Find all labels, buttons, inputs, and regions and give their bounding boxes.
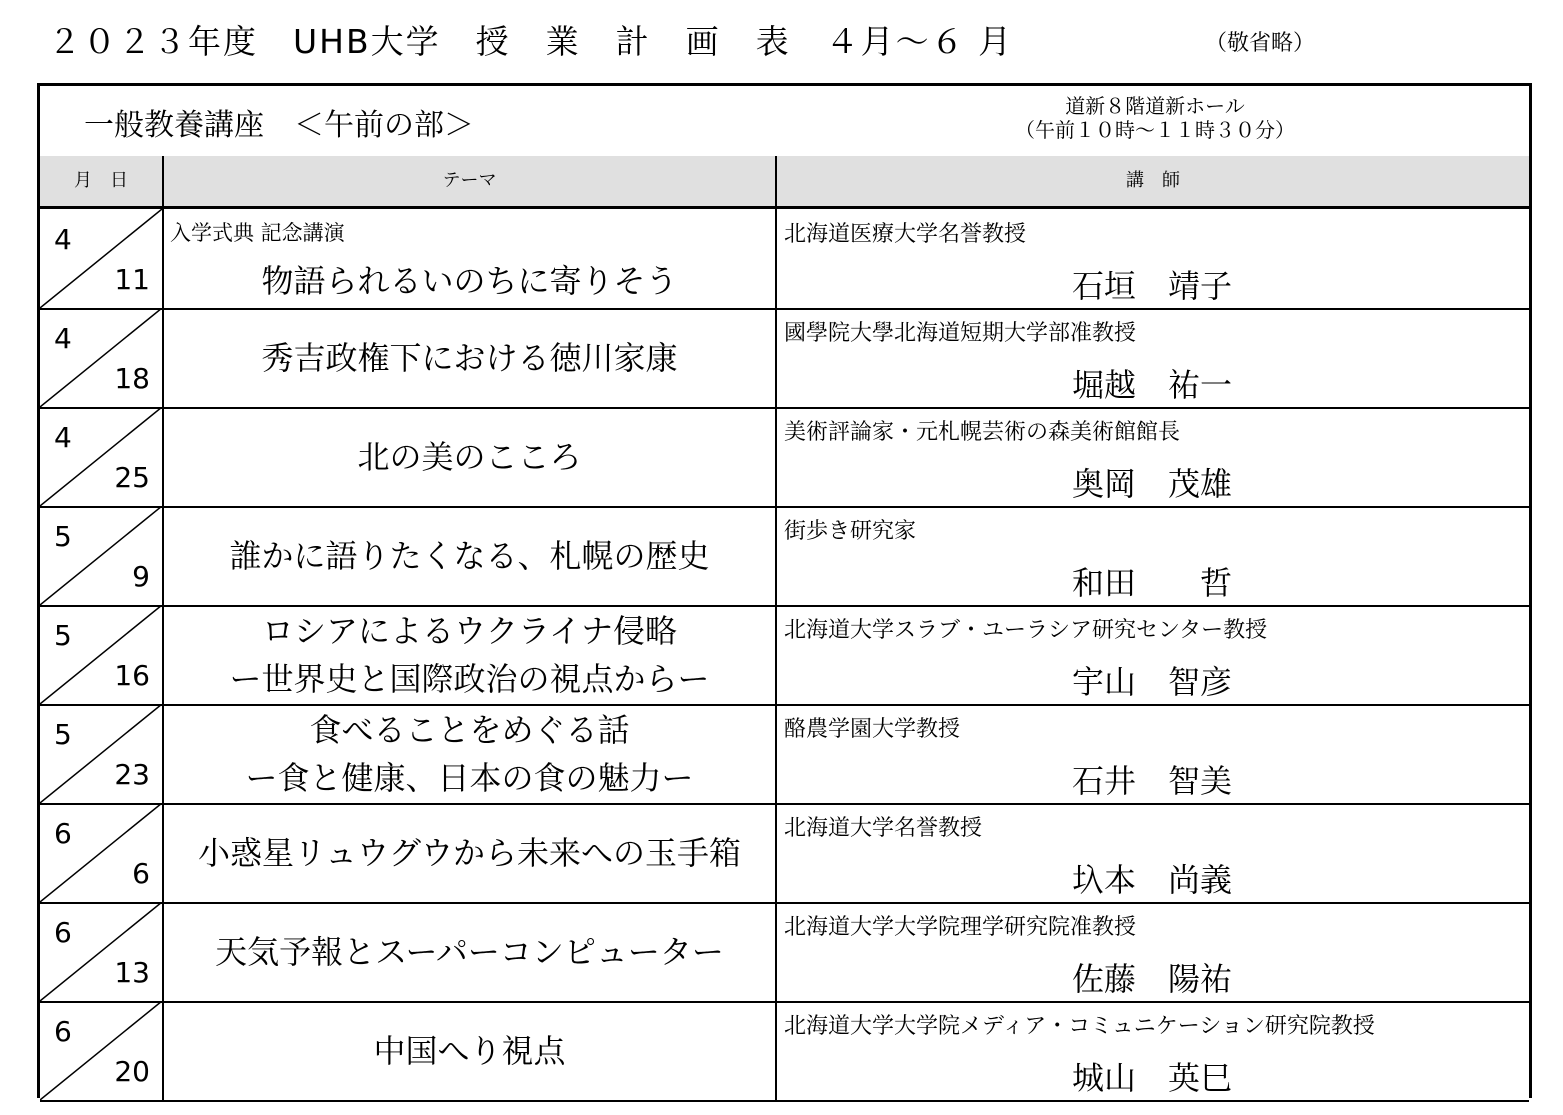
date-cell [40, 704, 164, 803]
date-cell [40, 209, 164, 308]
table-row [40, 506, 1529, 607]
section-header [40, 86, 1529, 159]
schedule-table [37, 83, 1532, 1098]
table-row [40, 308, 1529, 409]
venue-name: 道新８階道新ホール [1065, 94, 1245, 118]
theme-title-line: 小惑星リュウグウから未来への玉手箱 [197, 833, 742, 872]
table-row [40, 1001, 1529, 1102]
date-cell [40, 407, 164, 506]
table-row [40, 407, 1529, 508]
date-day: 20 [114, 1055, 150, 1088]
theme-title-line: ー食と健康、日本の食の魅力ー [245, 758, 694, 797]
date-cell [40, 803, 164, 902]
date-month: 5 [54, 520, 72, 553]
table-row [40, 704, 1529, 805]
table-row [40, 902, 1529, 1003]
venue-time: （午前１０時～１１時３０分） [1015, 118, 1295, 142]
lecturer-affiliation: 街歩き研究家 [784, 519, 917, 544]
date-day: 16 [114, 659, 150, 692]
theme-cell [164, 1001, 777, 1100]
theme-cell [164, 506, 777, 605]
date-month: 4 [54, 223, 72, 256]
date-cell [40, 308, 164, 407]
lecturer-cell [777, 407, 1529, 506]
table-row [40, 803, 1529, 904]
date-cell [40, 902, 164, 1001]
theme-title-line: ロシアによるウクライナ侵略 [261, 611, 678, 650]
date-day: 9 [132, 560, 150, 593]
theme-cell [164, 902, 777, 1001]
date-month: 4 [54, 421, 72, 454]
date-month: 4 [54, 322, 72, 355]
honorific-note: （敬省略） [1205, 31, 1316, 56]
theme-cell [164, 704, 777, 803]
column-header-lecturer: 講 師 [1126, 170, 1180, 191]
theme-title-line: 中国へり視点 [373, 1031, 566, 1070]
lecturer-name: 石井 智美 [1072, 762, 1233, 800]
date-day: 6 [132, 857, 150, 890]
date-day: 18 [114, 362, 150, 395]
theme-cell [164, 308, 777, 407]
lecturer-affiliation: 北海道大学名誉教授 [784, 816, 983, 841]
lecturer-name: 佐藤 陽祐 [1072, 960, 1233, 998]
theme-cell [164, 209, 777, 308]
date-month: 6 [54, 817, 72, 850]
section-title: 一般教養講座 ＜午前の部＞ [84, 108, 474, 143]
lecturer-name: 堀越 祐一 [1072, 366, 1233, 404]
lecturer-name: 奥岡 茂雄 [1072, 465, 1233, 503]
lecturer-affiliation: 酪農学園大学教授 [784, 717, 961, 742]
date-day: 11 [114, 263, 150, 296]
date-cell [40, 1001, 164, 1100]
lecturer-affiliation: 北海道大学スラブ・ユーラシア研究センター教授 [784, 618, 1268, 643]
theme-cell [164, 605, 777, 704]
date-cell [40, 506, 164, 605]
lecturer-name: 城山 英巳 [1072, 1059, 1233, 1097]
theme-subtitle: 入学式典 記念講演 [170, 221, 345, 245]
theme-title-line: 食べることをめぐる話 [309, 710, 630, 749]
date-day: 23 [114, 758, 150, 791]
theme-title-line: 天気予報とスーパーコンピューター [215, 932, 724, 971]
theme-title-line: 秀吉政権下における徳川家康 [261, 338, 678, 377]
lecturer-name: 石垣 靖子 [1072, 267, 1233, 305]
lecturer-affiliation: 北海道医療大学名誉教授 [784, 222, 1027, 247]
lecturer-name: 宇山 智彦 [1072, 663, 1233, 701]
lecturer-cell [777, 803, 1529, 902]
lecturer-cell [777, 902, 1529, 1001]
theme-cell [164, 407, 777, 506]
date-month: 6 [54, 1015, 72, 1048]
theme-title-line: 誰かに語りたくなる、札幌の歴史 [229, 536, 710, 575]
theme-title-line: ー世界史と国際政治の視点からー [229, 659, 710, 698]
column-header-row [40, 156, 1529, 209]
lecturer-name: 圦本 尚義 [1072, 861, 1233, 899]
column-header-theme: テーマ [164, 156, 777, 206]
lecturer-cell [777, 605, 1529, 704]
column-header-date: 月 日 [40, 156, 164, 206]
lecturer-name: 和田 哲 [1072, 564, 1233, 602]
lecturer-cell [777, 308, 1529, 407]
date-cell [40, 605, 164, 704]
lecturer-cell [777, 209, 1529, 308]
date-month: 6 [54, 916, 72, 949]
lecturer-affiliation: 美術評論家・元札幌芸術の森美術館館長 [784, 420, 1181, 445]
lecturer-affiliation: 北海道大学大学院メディア・コミュニケーション研究院教授 [784, 1014, 1375, 1039]
date-month: 5 [54, 619, 72, 652]
date-day: 13 [114, 956, 150, 989]
venue-info [960, 94, 1350, 142]
lecturer-cell [777, 1001, 1529, 1100]
lecturer-cell [777, 704, 1529, 803]
lecturer-cell [777, 506, 1529, 605]
lecturer-affiliation: 國學院大學北海道短期大学部准教授 [784, 321, 1137, 346]
date-day: 25 [114, 461, 150, 494]
lecturer-affiliation: 北海道大学大学院理学研究院准教授 [784, 915, 1137, 940]
theme-title: 物語られるいのちに寄りそう [261, 262, 678, 300]
table-row [40, 209, 1529, 310]
table-row [40, 605, 1529, 706]
page-title: ２０２３年度 UHB大学 授 業 計 画 表 ４月～６ 月 [48, 22, 1014, 61]
date-month: 5 [54, 718, 72, 751]
theme-title-line: 北の美のこころ [357, 437, 582, 476]
theme-cell [164, 803, 777, 902]
